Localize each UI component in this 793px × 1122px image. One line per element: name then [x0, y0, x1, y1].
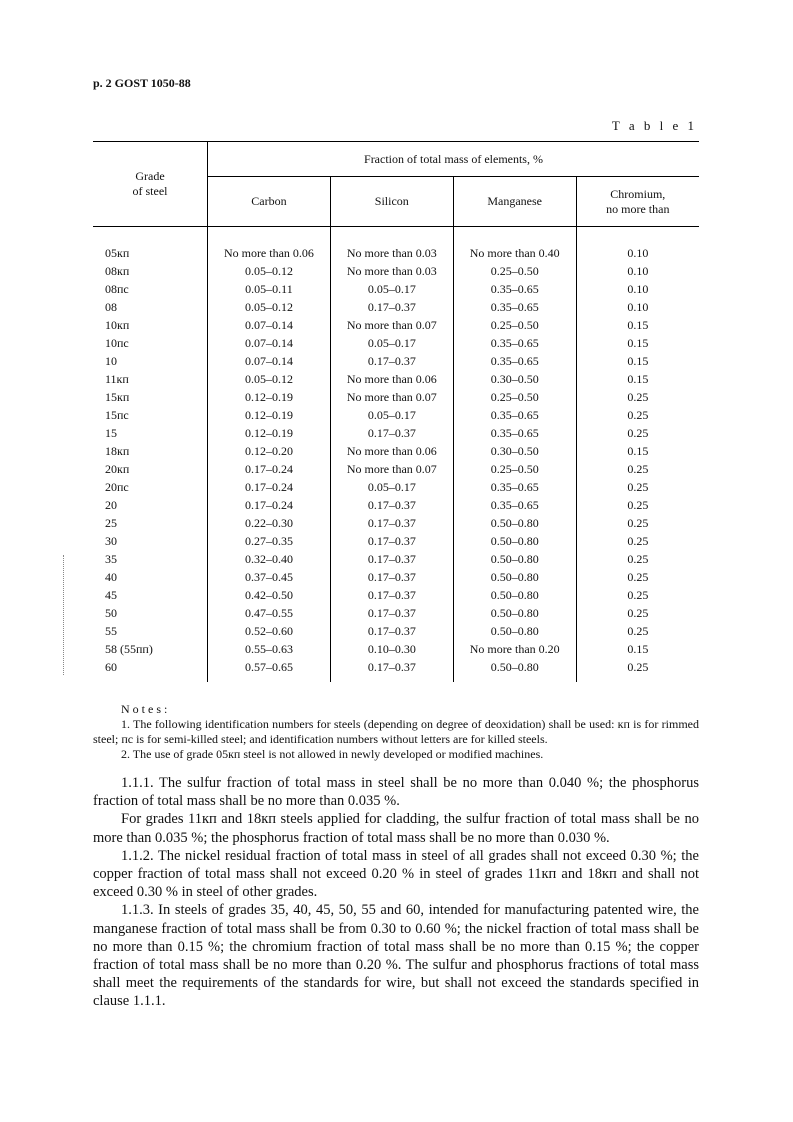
manganese-cell: 0.50–0.80	[453, 514, 576, 532]
grade-cell: 30	[93, 532, 208, 550]
chromium-cell: 0.25	[627, 588, 649, 602]
silicon-cell: 0.17–0.37	[330, 298, 453, 316]
grade-cell: 15пс	[93, 406, 208, 424]
chromium-header: Chromium, no more than	[576, 177, 699, 227]
paragraph: For grades 11кп and 18кп steels applied for cladding, the sulfur fraction of total mass shall be no more than 0.035 %; the phosphorus fraction of total mass shall be no more than 0.030 %.	[93, 811, 699, 846]
silicon-cell: 0.05–0.17	[330, 406, 453, 424]
manganese-cell: 0.35–0.65	[453, 424, 576, 442]
manganese-cell: 0.35–0.65	[453, 406, 576, 424]
grade-cell: 18кп	[93, 442, 208, 460]
carbon-cell: 0.17–0.24	[208, 460, 331, 478]
note-item: 2. The use of grade 05кп steel is not allowed in newly developed or modified machines.	[121, 747, 544, 761]
chromium-cell: 0.15	[627, 354, 649, 368]
table-row	[93, 388, 699, 406]
grade-cell: 08кп	[93, 262, 208, 280]
silicon-cell: No more than 0.07	[330, 460, 453, 478]
silicon-cell: 0.10–0.30	[330, 640, 453, 658]
table-row	[93, 640, 699, 658]
chromium-cell: 0.25	[627, 480, 649, 494]
chromium-cell: 0.25	[627, 660, 649, 674]
table-row	[93, 334, 699, 352]
chromium-cell: 0.25	[627, 534, 649, 548]
grade-cell: 55	[93, 622, 208, 640]
grade-cell: 08пс	[93, 280, 208, 298]
manganese-header: Manganese	[453, 177, 576, 227]
grade-cell: 20пс	[93, 478, 208, 496]
silicon-cell: 0.17–0.37	[330, 496, 453, 514]
silicon-cell: No more than 0.03	[330, 244, 453, 262]
grade-cell: 50	[93, 604, 208, 622]
carbon-header: Carbon	[208, 177, 331, 227]
chromium-cell: 0.25	[627, 408, 649, 422]
carbon-cell: 0.42–0.50	[208, 586, 331, 604]
grade-cell: 11кп	[93, 370, 208, 388]
carbon-cell: 0.12–0.20	[208, 442, 331, 460]
table-row	[93, 370, 699, 388]
chromium-cell: 0.25	[627, 426, 649, 440]
carbon-cell: 0.32–0.40	[208, 550, 331, 568]
manganese-cell: 0.50–0.80	[453, 622, 576, 640]
silicon-cell: No more than 0.07	[330, 388, 453, 406]
manganese-cell: 0.35–0.65	[453, 496, 576, 514]
fraction-group-header: Fraction of total mass of elements, %	[208, 142, 700, 177]
grade-cell: 10	[93, 352, 208, 370]
manganese-cell: 0.50–0.80	[453, 658, 576, 682]
table-row	[93, 424, 699, 442]
carbon-cell: 0.37–0.45	[208, 568, 331, 586]
grade-cell: 25	[93, 514, 208, 532]
grade-cell: 45	[93, 586, 208, 604]
silicon-cell: 0.05–0.17	[330, 280, 453, 298]
notes-section	[93, 702, 699, 762]
carbon-cell: 0.55–0.63	[208, 640, 331, 658]
table-row	[93, 442, 699, 460]
grade-header: Grade of steel	[93, 142, 208, 227]
manganese-cell: 0.35–0.65	[453, 280, 576, 298]
margin-dotted-mark	[63, 555, 68, 675]
carbon-cell: 0.07–0.14	[208, 316, 331, 334]
silicon-cell: No more than 0.06	[330, 442, 453, 460]
table-row	[93, 460, 699, 478]
carbon-cell: 0.12–0.19	[208, 424, 331, 442]
silicon-header: Silicon	[330, 177, 453, 227]
table-row	[93, 316, 699, 334]
paragraph: 1.1.3. In steels of grades 35, 40, 45, 50, 55 and 60, intended for manufacturing patented wire, the manganese fraction of total mass shall be from 0.30 to 0.60 %; the nickel fraction of total mass shall be no more than 0.15 %; the chromium fraction of total mass shall be no more than 0.15 %; the copper fraction of total mass shall be no more than 0.20 %. The sulfur and phosphorus fractions of total mass shall meet the requirements of the standards for wire, but shall not exceed the standards specified in clause 1.1.1.	[93, 902, 699, 1010]
manganese-cell: 0.50–0.80	[453, 532, 576, 550]
grade-cell: 60	[93, 658, 208, 682]
manganese-cell: 0.50–0.80	[453, 568, 576, 586]
table-row	[93, 352, 699, 370]
chromium-cell: 0.25	[627, 516, 649, 530]
chromium-cell: 0.25	[627, 606, 649, 620]
manganese-cell: 0.25–0.50	[453, 316, 576, 334]
silicon-cell: 0.17–0.37	[330, 514, 453, 532]
carbon-cell: 0.05–0.11	[208, 280, 331, 298]
table-row	[93, 406, 699, 424]
manganese-cell: 0.35–0.65	[453, 352, 576, 370]
grade-cell: 10пс	[93, 334, 208, 352]
silicon-cell: 0.05–0.17	[330, 478, 453, 496]
chromium-cell: 0.10	[627, 282, 649, 296]
carbon-cell: 0.22–0.30	[208, 514, 331, 532]
silicon-cell: No more than 0.06	[330, 370, 453, 388]
carbon-cell: 0.05–0.12	[208, 370, 331, 388]
chromium-cell: 0.15	[627, 336, 649, 350]
carbon-cell: 0.52–0.60	[208, 622, 331, 640]
body-text	[93, 774, 699, 1011]
table-row	[93, 280, 699, 298]
manganese-cell: No more than 0.20	[453, 640, 576, 658]
composition-table	[93, 141, 699, 682]
silicon-cell: 0.17–0.37	[330, 352, 453, 370]
chromium-cell: 0.25	[627, 570, 649, 584]
carbon-cell: No more than 0.06	[208, 244, 331, 262]
carbon-cell: 0.17–0.24	[208, 496, 331, 514]
silicon-cell: 0.17–0.37	[330, 568, 453, 586]
paragraph: 1.1.2. The nickel residual fraction of total mass in steel of all grades shall not exceed 0.30 %; the copper fraction of total mass shall not exceed 0.20 % in steel of grades 11кп and 18кп and shall not exceed 0.30 % in steel of other grades.	[93, 847, 699, 901]
chromium-cell: 0.10	[627, 264, 649, 278]
grade-cell: 15	[93, 424, 208, 442]
carbon-cell: 0.17–0.24	[208, 478, 331, 496]
manganese-cell: 0.25–0.50	[453, 388, 576, 406]
manganese-cell: 0.35–0.65	[453, 334, 576, 352]
chromium-cell: 0.25	[627, 624, 649, 638]
carbon-cell: 0.27–0.35	[208, 532, 331, 550]
table-row	[93, 550, 699, 568]
grade-cell: 58 (55пп)	[93, 640, 208, 658]
chromium-cell: 0.15	[627, 444, 649, 458]
chromium-cell: 0.15	[627, 372, 649, 386]
manganese-cell: 0.35–0.65	[453, 298, 576, 316]
chromium-cell: 0.25	[627, 390, 649, 404]
table-row	[93, 658, 699, 682]
manganese-cell: 0.30–0.50	[453, 442, 576, 460]
chromium-cell: 0.25	[627, 552, 649, 566]
page-header: p. 2 GOST 1050-88	[93, 76, 191, 90]
chromium-cell: 0.25	[627, 498, 649, 512]
table-row	[93, 496, 699, 514]
chromium-cell: 0.10	[627, 246, 649, 260]
grade-cell: 35	[93, 550, 208, 568]
table-row	[93, 298, 699, 316]
silicon-cell: 0.17–0.37	[330, 622, 453, 640]
table-row	[93, 622, 699, 640]
manganese-cell: 0.50–0.80	[453, 550, 576, 568]
manganese-cell: 0.50–0.80	[453, 586, 576, 604]
table-label: T a b l e 1	[611, 118, 697, 133]
silicon-cell: 0.17–0.37	[330, 604, 453, 622]
table-row	[93, 532, 699, 550]
carbon-cell: 0.07–0.14	[208, 334, 331, 352]
carbon-cell: 0.07–0.14	[208, 352, 331, 370]
manganese-cell: 0.35–0.65	[453, 478, 576, 496]
carbon-cell: 0.05–0.12	[208, 262, 331, 280]
table-row	[93, 514, 699, 532]
silicon-cell: 0.17–0.37	[330, 550, 453, 568]
silicon-cell: No more than 0.03	[330, 262, 453, 280]
carbon-cell: 0.12–0.19	[208, 406, 331, 424]
grade-cell: 15кп	[93, 388, 208, 406]
grade-cell: 10кп	[93, 316, 208, 334]
grade-cell: 05кп	[93, 244, 208, 262]
carbon-cell: 0.12–0.19	[208, 388, 331, 406]
composition-table-container	[93, 141, 699, 682]
table-row	[93, 478, 699, 496]
notes-title: Notes:	[121, 702, 171, 716]
carbon-cell: 0.05–0.12	[208, 298, 331, 316]
manganese-cell: 0.30–0.50	[453, 370, 576, 388]
silicon-cell: 0.05–0.17	[330, 334, 453, 352]
silicon-cell: 0.17–0.37	[330, 424, 453, 442]
grade-cell: 08	[93, 298, 208, 316]
carbon-cell: 0.57–0.65	[208, 658, 331, 682]
chromium-cell: 0.15	[627, 318, 649, 332]
manganese-cell: 0.50–0.80	[453, 604, 576, 622]
chromium-cell: 0.25	[627, 462, 649, 476]
manganese-cell: 0.25–0.50	[453, 460, 576, 478]
table-row	[93, 586, 699, 604]
chromium-cell: 0.10	[627, 300, 649, 314]
grade-cell: 20кп	[93, 460, 208, 478]
table-row	[93, 568, 699, 586]
table-body	[93, 227, 699, 683]
carbon-cell: 0.47–0.55	[208, 604, 331, 622]
paragraph: 1.1.1. The sulfur fraction of total mass in steel shall be no more than 0.040 %; the phosphorus fraction of total mass shall be no more than 0.035 %.	[93, 775, 699, 810]
manganese-cell: 0.25–0.50	[453, 262, 576, 280]
chromium-cell: 0.15	[627, 642, 649, 656]
silicon-cell: 0.17–0.37	[330, 532, 453, 550]
silicon-cell: No more than 0.07	[330, 316, 453, 334]
silicon-cell: 0.17–0.37	[330, 658, 453, 682]
table-row	[93, 244, 699, 262]
grade-cell: 20	[93, 496, 208, 514]
table-row	[93, 604, 699, 622]
table-row	[93, 262, 699, 280]
note-item: 1. The following identification numbers for steels (depending on degree of deoxidation) shall be used: кп is for rimmed steel; пс is for semi-killed steel; and identification numbers without letters are for killed steels.	[93, 717, 699, 746]
manganese-cell: No more than 0.40	[453, 244, 576, 262]
silicon-cell: 0.17–0.37	[330, 586, 453, 604]
grade-cell: 40	[93, 568, 208, 586]
